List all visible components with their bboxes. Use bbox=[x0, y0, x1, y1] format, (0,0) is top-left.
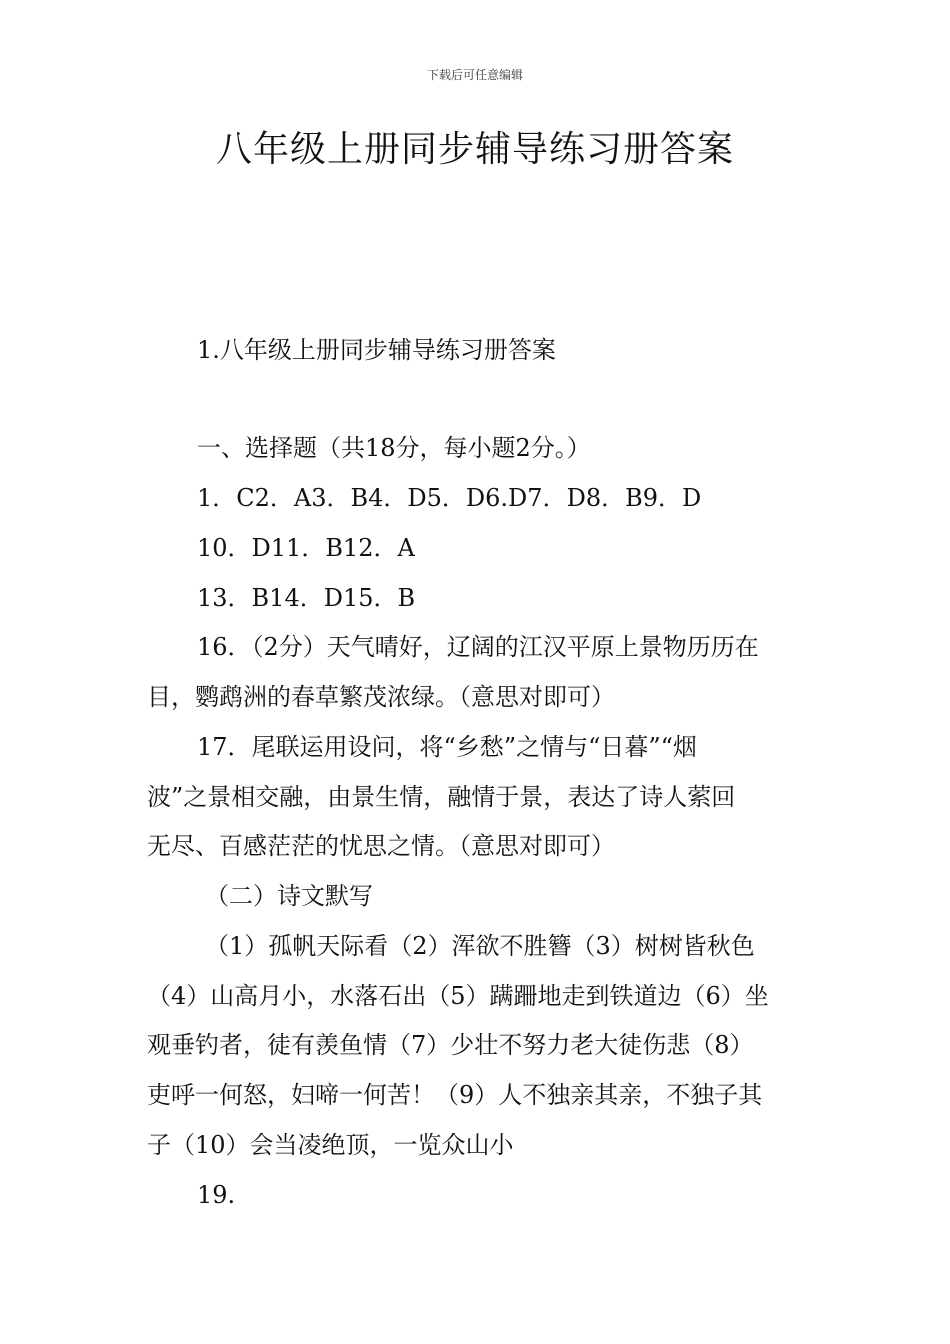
paragraph-line: 一、选择题（共18分，每小题2分。） bbox=[197, 434, 591, 462]
paragraph-line: 波”之景相交融，由景生情，融情于景，表达了诗人萦回 bbox=[147, 783, 736, 811]
header-watermark: 下载后可任意编辑 bbox=[426, 68, 523, 82]
paragraph-line: 无尽、百感茫茫的忧思之情。（意思对即可） bbox=[147, 832, 615, 860]
paragraph-line: 子（10）会当凌绝顶，一览众山小 bbox=[147, 1131, 514, 1159]
paragraph-line: 吏呼一何怒，妇啼一何苦！（9）人不独亲其亲，不独子其 bbox=[147, 1081, 763, 1109]
document-title: 八年级上册同步辅导练习册答案 bbox=[215, 129, 734, 170]
paragraph-line: 17．尾联运用设问，将“乡愁”之情与“日暮”“烟 bbox=[197, 733, 697, 761]
section-heading: 1.八年级上册同步辅导练习册答案 bbox=[197, 336, 556, 364]
paragraph-line: 1．C2．A3．B4．D5．D6.D7．D8．B9．D bbox=[197, 484, 702, 512]
paragraph-line: 观垂钓者，徒有羡鱼情（7）少壮不努力老大徒伤悲（8） bbox=[147, 1031, 754, 1059]
paragraph-line: 16．（2分）天气晴好，辽阔的江汉平原上景物历历在 bbox=[197, 633, 759, 661]
paragraph-line: 13．B14．D15．B bbox=[197, 584, 416, 612]
paragraph-line: 19. bbox=[197, 1181, 236, 1209]
paragraph-line: 目，鹦鹉洲的春草繁茂浓绿。（意思对即可） bbox=[147, 683, 615, 711]
paragraph-line: 10．D11．B12．A bbox=[197, 534, 415, 562]
paragraph-line: （4）山高月小，水落石出（5）蹒跚地走到铁道边（6）坐 bbox=[147, 982, 769, 1010]
subsection-heading: （二）诗文默写 bbox=[205, 882, 373, 910]
paragraph-line: （1）孤帆天际看（2）浑欲不胜簪（3）树树皆秋色 bbox=[205, 932, 755, 960]
